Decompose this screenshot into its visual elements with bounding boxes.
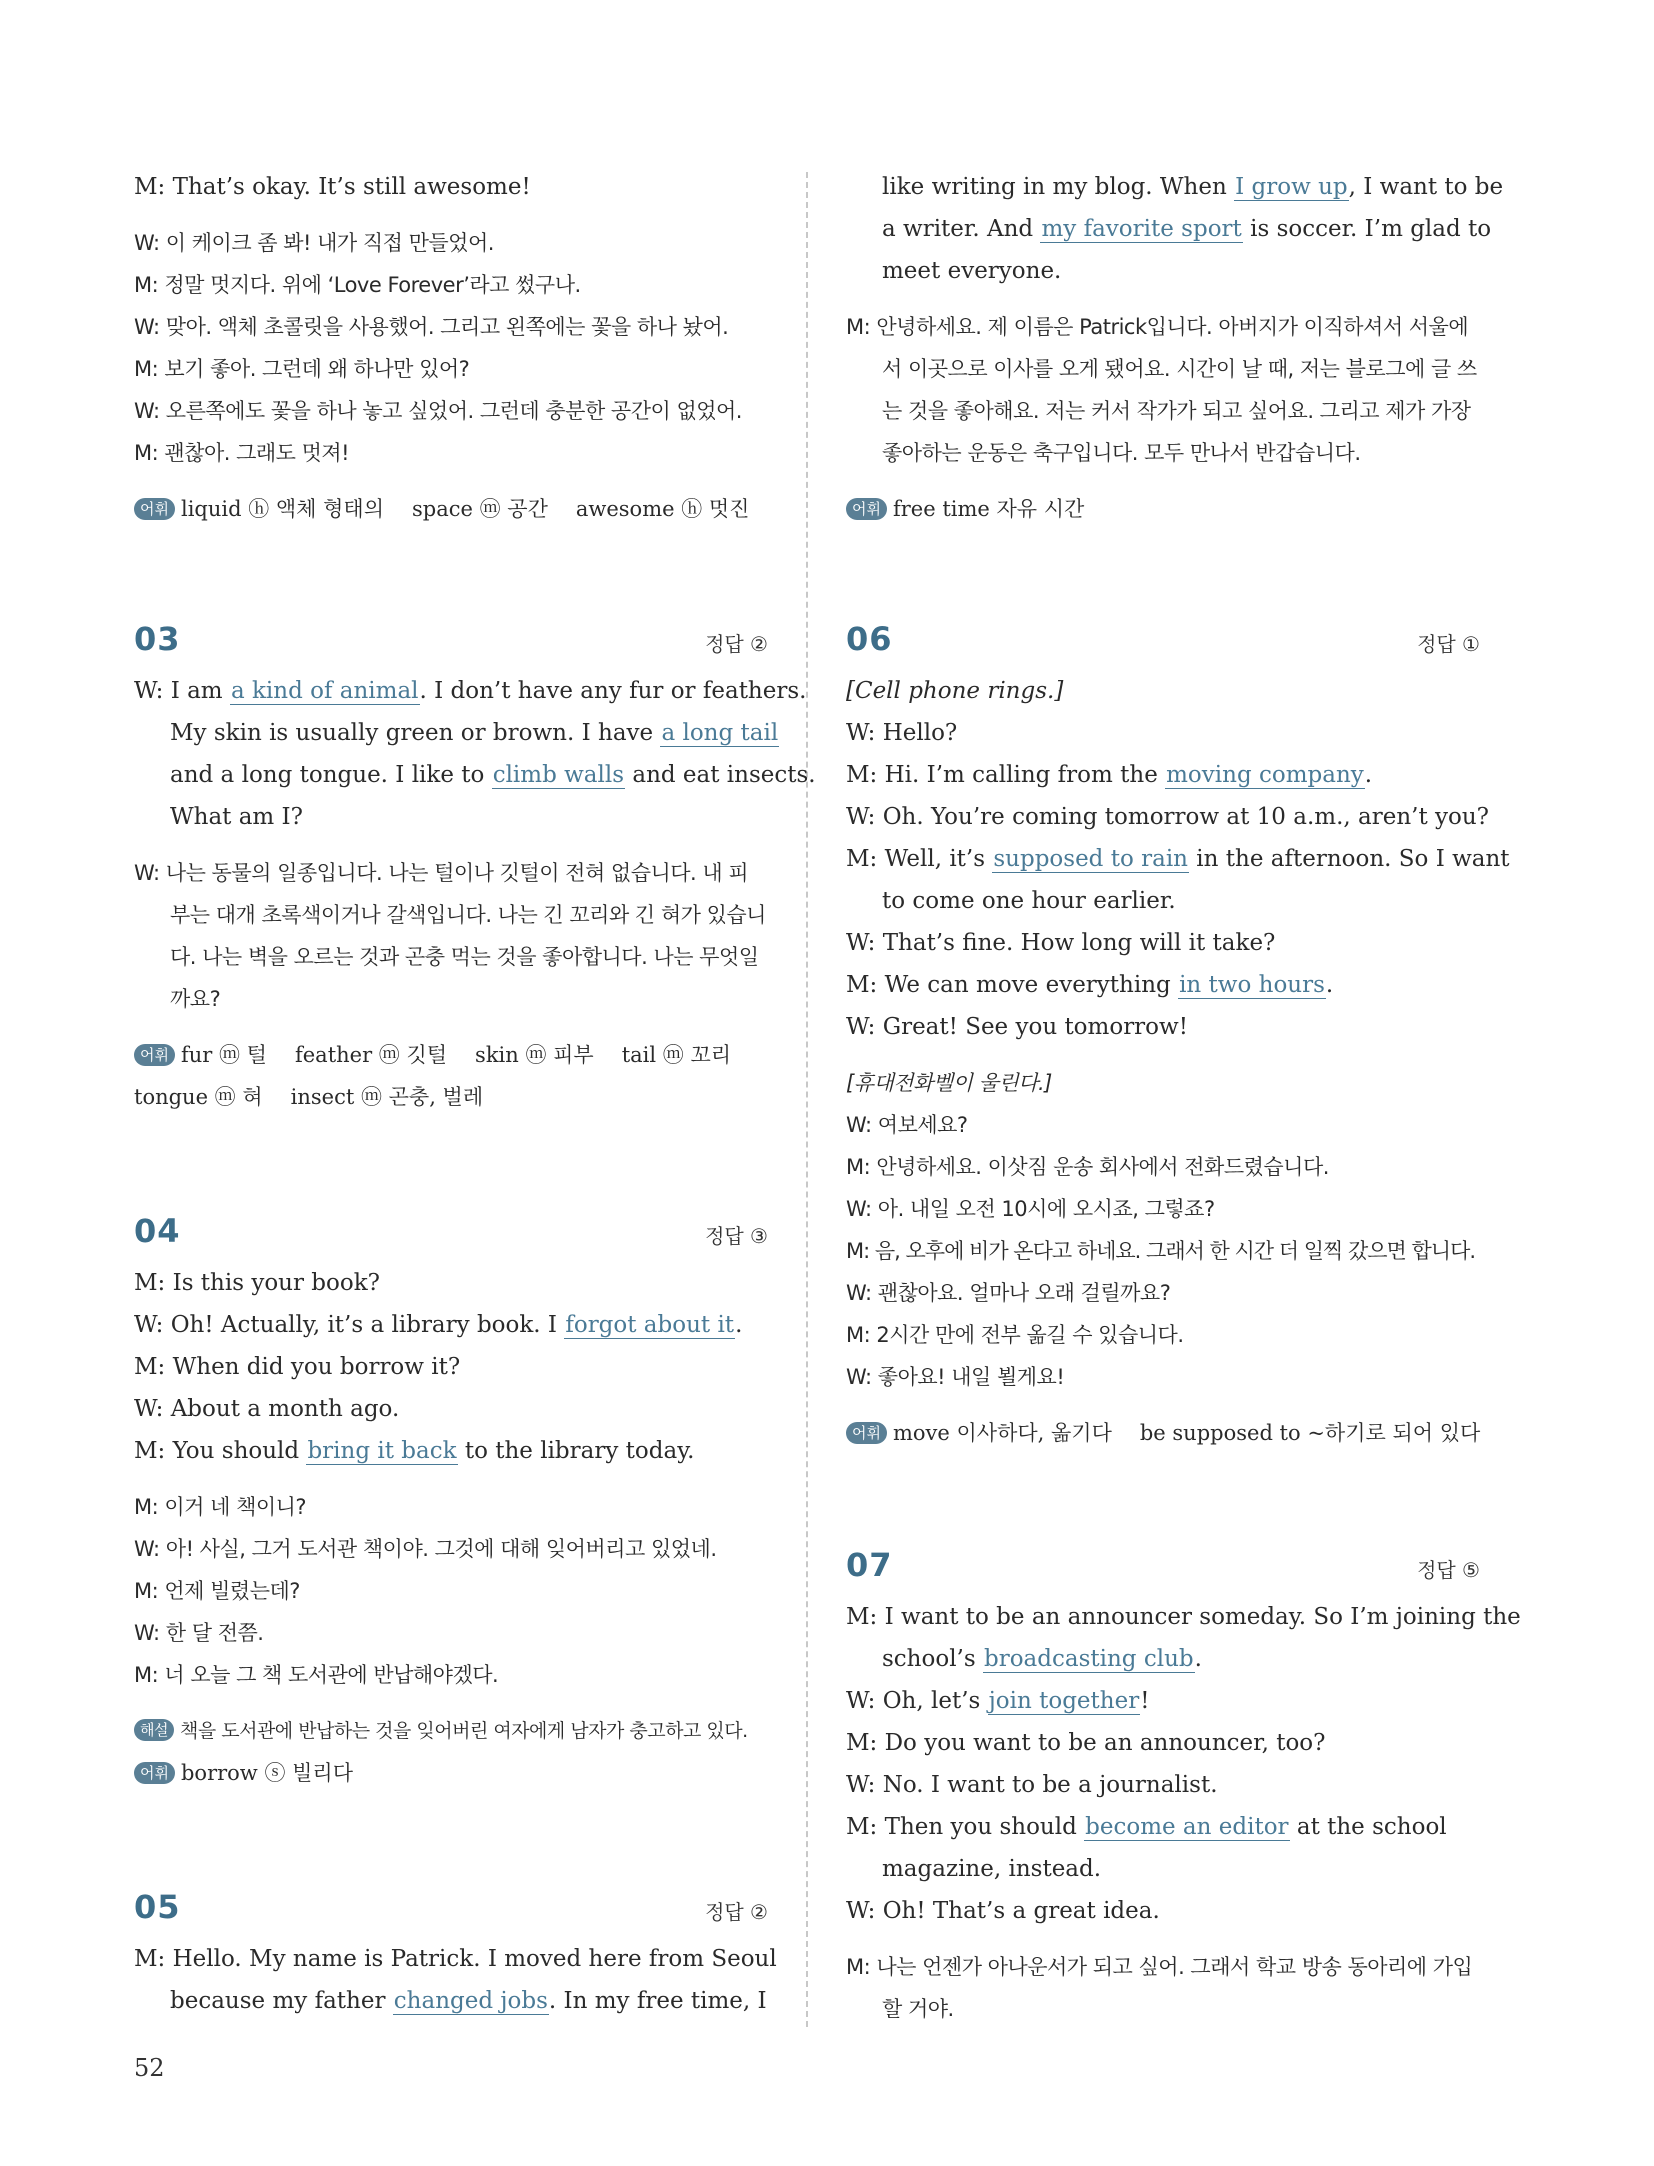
answer-label: 정답 ② [705,632,768,656]
dialogue-line: M: We can move everything in two hours. [846,972,1334,998]
dialogue-line: W: Oh! That’s a great idea. [846,1898,1160,1924]
translation-line: M: 정말 멋지다. 위에 ‘Love Forever’라고 썼구나. [134,273,581,297]
answer-label: 정답 ① [1417,632,1480,656]
dialogue-line: M: When did you borrow it? [134,1354,461,1380]
dialogue-line: and a long tongue. I like to climb walls and eat insects. [170,762,816,788]
translation-line: 부는 대개 초록색이거나 갈색입니다. 나는 긴 꼬리와 긴 혀가 있습니 [170,903,766,927]
dialogue-line: M: Hello. My name is Patrick. I moved here from Seoul [134,1946,777,1972]
answer-blank: bring it back [307,1438,457,1464]
question-number: 06 [846,620,893,658]
translation-line: 서 이곳으로 이사를 오게 됐어요. 시간이 날 때, 저는 블로그에 글 쓰 [882,357,1477,381]
vocab-item: space ⓜ 공간 [412,497,548,521]
translation-line: M: 안녕하세요. 제 이름은 Patrick입니다. 아버지가 이직하셔서 서울에 [846,315,1469,339]
vocab-badge: 어휘 [134,498,175,520]
dialogue-line: W: Oh! Actually, it’s a library book. I forgot about it. [134,1312,743,1338]
column-divider [806,172,808,2027]
vocab-item: borrow ⓢ 빌리다 [180,1761,353,1785]
answer-blank: moving company [1166,762,1364,788]
vocab-line [134,494,768,524]
dialogue-line: magazine, instead. [882,1856,1102,1882]
translation-line: W: 나는 동물의 일종입니다. 나는 털이나 깃털이 전혀 없습니다. 내 피 [134,861,749,885]
vocab-line [846,1418,1480,1448]
dialogue-line: W: That’s fine. How long will it take? [846,930,1276,956]
translation-line: W: 한 달 전쯤. [134,1621,264,1645]
translation-line: M: 음, 오후에 비가 온다고 하네요. 그래서 한 시간 더 일찍 갔으면 합니다. [846,1239,1476,1263]
answer-label: 정답 ② [705,1900,768,1924]
translation-line: M: 보기 좋아. 그런데 왜 하나만 있어? [134,357,470,381]
vocab-line [134,1040,768,1070]
answer-label: 정답 ⑤ [1417,1558,1480,1582]
dialogue-line: W: Oh. You’re coming tomorrow at 10 a.m., aren’t you? [846,804,1489,830]
answer-blank: climb walls [492,762,625,788]
dialogue-line: M: Well, it’s supposed to rain in the afternoon. So I want [846,846,1510,872]
translation-line: W: 아! 사실, 그거 도서관 책이야. 그것에 대해 잊어버리고 있었네. [134,1537,717,1561]
vocab-item: skin ⓜ 피부 [475,1043,594,1067]
dialogue-line: W: No. I want to be a journalist. [846,1772,1218,1798]
translation-line: 는 것을 좋아해요. 저는 커서 작가가 되고 싶어요. 그리고 제가 가장 [882,399,1471,423]
vocab-badge: 어휘 [134,1762,175,1784]
dialogue-line: meet everyone. [882,258,1062,284]
explanation-line: 해설 책을 도서관에 반납하는 것을 잊어버린 여자에게 남자가 충고하고 있다. [134,1716,768,1746]
dialogue-line: M: Hi. I’m calling from the moving company. [846,762,1373,788]
translation-line: 할 거야. [882,1997,954,2021]
vocab-badge: 어휘 [846,498,887,520]
dialogue-line: W: Hello? [846,720,958,746]
answer-blank: I grow up [1235,174,1348,200]
translation-line: M: 언제 빌렸는데? [134,1579,300,1603]
vocab-item: fur ⓜ 털 [180,1043,267,1067]
translation-line: 까요? [170,987,221,1011]
answer-blank: forgot about it [565,1312,735,1338]
dialogue-line: W: Great! See you tomorrow! [846,1014,1188,1040]
vocab-item: be supposed to ~하기로 되어 있다 [1139,1421,1481,1445]
dialogue-line: M: Then you should become an editor at the school [846,1814,1447,1840]
answer-blank: changed jobs [393,1988,548,2014]
dialogue-line: M: You should bring it back to the library today. [134,1438,695,1464]
page-number: 52 [134,2054,165,2082]
vocab-item: liquid ⓗ 액체 형태의 [180,497,384,521]
dialogue-line: W: About a month ago. [134,1396,400,1422]
answer-blank: join together [988,1688,1140,1714]
answer-blank: a kind of animal [230,678,419,704]
translation-line: M: 나는 언젠가 아나운서가 되고 싶어. 그래서 학교 방송 동아리에 가입 [846,1955,1473,1979]
translation-line: W: 좋아요! 내일 뵐게요! [846,1365,1065,1389]
dialogue-line: a writer. And my favorite sport is soccer. I’m glad to [882,216,1492,242]
answer-blank: a long tail [661,720,779,746]
translation-line: W: 이 케이크 좀 봐! 내가 직접 만들었어. [134,231,494,255]
dialogue-line: M: Do you want to be an announcer, too? [846,1730,1326,1756]
translation-stage-direction: [휴대전화벨이 울린다.] [846,1071,1052,1095]
translation-line: W: 괜찮아요. 얼마나 오래 걸릴까요? [846,1281,1171,1305]
dialogue-line: school’s broadcasting club. [882,1646,1202,1672]
vocab-item: tongue ⓜ 혀 [134,1085,263,1109]
answer-blank: become an editor [1085,1814,1289,1840]
answer-blank: in two hours [1179,972,1325,998]
vocab-line [134,1082,768,1112]
question-number: 05 [134,1888,181,1926]
translation-line: M: 안녕하세요. 이삿짐 운송 회사에서 전화드렸습니다. [846,1155,1329,1179]
dialogue-line: to come one hour earlier. [882,888,1176,914]
question-number: 03 [134,620,181,658]
question-number: 07 [846,1546,893,1584]
vocab-badge: 어휘 [134,1044,175,1066]
dialogue-line: M: Is this your book? [134,1270,380,1296]
answer-blank: supposed to rain [993,846,1188,872]
answer-label: 정답 ③ [705,1224,768,1248]
translation-line: M: 괜찮아. 그래도 멋져! [134,441,350,465]
translation-line: M: 너 오늘 그 책 도서관에 반납해야겠다. [134,1663,499,1687]
vocab-item: feather ⓜ 깃털 [294,1043,448,1067]
vocab-item: move 이사하다, 옮기다 [892,1421,1112,1445]
translation-line: 좋아하는 운동은 축구입니다. 모두 만나서 반갑습니다. [882,441,1361,465]
translation-line: W: 맞아. 액체 초콜릿을 사용했어. 그리고 왼쪽에는 꽃을 하나 놨어. [134,315,729,339]
dialogue-line: like writing in my blog. When I grow up, I want to be [882,174,1504,200]
answer-blank: broadcasting club [983,1646,1194,1672]
vocab-line [846,494,1480,524]
explanation-badge: 해설 [134,1719,174,1741]
dialogue-line: because my father changed jobs. In my free time, I [170,1988,767,2014]
vocab-line [134,1758,768,1788]
translation-line: W: 아. 내일 오전 10시에 오시죠, 그렇죠? [846,1197,1215,1221]
stage-direction: [Cell phone rings.] [846,678,1064,704]
translation-line: M: 2시간 만에 전부 옮길 수 있습니다. [846,1323,1184,1347]
vocab-badge: 어휘 [846,1422,887,1444]
dialogue-line: W: I am a kind of animal. I don’t have any fur or feathers. [134,678,807,704]
dialogue-line: M: I want to be an announcer someday. So I’m joining the [846,1604,1521,1630]
translation-line: M: 이거 네 책이니? [134,1495,307,1519]
vocab-item: free time 자유 시간 [892,497,1085,521]
translation-line: W: 여보세요? [846,1113,968,1137]
vocab-item: insect ⓜ 곤충, 벌레 [290,1085,484,1109]
dialogue-line: What am I? [170,804,303,830]
dialogue-line: W: Oh, let’s join together! [846,1688,1150,1714]
translation-line: W: 오른쪽에도 꽃을 하나 놓고 싶었어. 그런데 충분한 공간이 없었어. [134,399,742,423]
vocab-item: tail ⓜ 꼬리 [621,1043,732,1067]
dialogue-line: My skin is usually green or brown. I have a long tail [170,720,779,746]
answer-blank: my favorite sport [1041,216,1242,242]
translation-line: 다. 나는 벽을 오르는 것과 곤충 먹는 것을 좋아합니다. 나는 무엇일 [170,945,759,969]
question-number: 04 [134,1212,181,1250]
dialogue-line: M: That’s okay. It’s still awesome! [134,174,531,200]
vocab-item: awesome ⓗ 멋진 [575,497,750,521]
